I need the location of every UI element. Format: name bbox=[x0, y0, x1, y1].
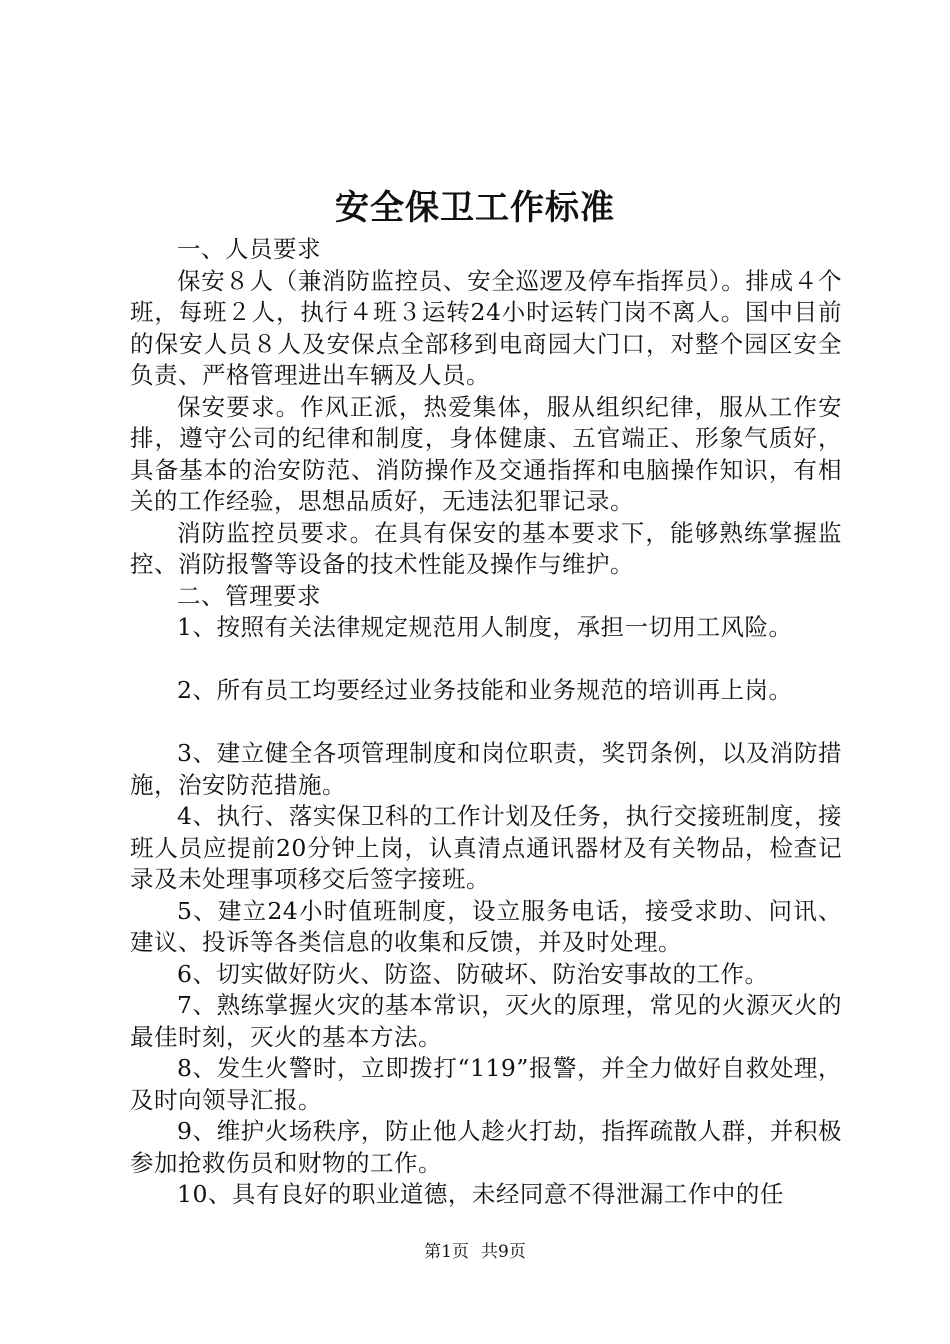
paragraph-guard-staffing: 保安８人（兼消防监控员、安全巡逻及停车指挥员）。排成４个班，每班２人，执行４班３运转24小时运转门岗不离人。国中目前的保安人员８人及安保点全部移到电商园大门口，对整个园区安全负责、严格管理进出车辆及人员。 bbox=[130, 266, 842, 389]
paragraph-guard-requirements: 保安要求。作风正派，热爱集体，服从组织纪律，服从工作安排，遵守公司的纪律和制度，身体健康、五官端正、形象气质好，具备基本的治安防范、消防操作及交通指挥和电脑操作知识，有相关的工作经验，思想品质好，无违法犯罪记录。 bbox=[130, 392, 842, 515]
list-item-3: 3、建立健全各项管理制度和岗位职责，奖罚条例，以及消防措施，治安防范措施。 bbox=[130, 739, 842, 799]
page-number: 第1页 bbox=[424, 1242, 469, 1262]
paragraph-fire-monitor-requirements: 消防监控员要求。在具有保安的基本要求下，能够熟练掌握监控、消防报警等设备的技术性能及操作与维护。 bbox=[130, 518, 842, 578]
section-heading-management: 二、管理要求 bbox=[177, 581, 321, 610]
section-heading-personnel: 一、人员要求 bbox=[177, 235, 321, 263]
page-footer bbox=[0, 1241, 950, 1263]
list-item-5: 5、建立24小时值班制度，设立服务电话，接受求助、问讯、建议、投诉等各类信息的收集和反馈，并及时处理。 bbox=[130, 896, 842, 956]
list-item-9: 9、维护火场秩序，防止他人趁火打劫，指挥疏散人群，并积极参加抢救伤员和财物的工作。 bbox=[130, 1117, 842, 1177]
list-item-7: 7、熟练掌握火灾的基本常识，灭火的原理，常见的火源灭火的最佳时刻，灭火的基本方法。 bbox=[130, 991, 842, 1051]
document-body bbox=[130, 234, 842, 1211]
page-total: 共9页 bbox=[481, 1242, 526, 1262]
list-item-4: 4、执行、落实保卫科的工作计划及任务，执行交接班制度，接班人员应提前20分钟上岗，认真清点通讯器材及有关物品，检查记录及未处理事项移交后签字接班。 bbox=[130, 802, 842, 893]
list-item-8: 8、发生火警时，立即拨打“119”报警，并全力做好自救处理，及时向领导汇报。 bbox=[130, 1054, 842, 1114]
list-item-2: 2、所有员工均要经过业务技能和业务规范的培训再上岗。 bbox=[177, 676, 793, 704]
document-title: 安全保卫工作标准 bbox=[335, 188, 615, 228]
list-item-10: 10、具有良好的职业道德，未经同意不得泄漏工作中的任 bbox=[177, 1180, 784, 1208]
list-item-6: 6、切实做好防火、防盗、防破坏、防治安事故的工作。 bbox=[177, 959, 769, 988]
list-item-1: 1、按照有关法律规定规范用人制度，承担一切用工风险。 bbox=[177, 613, 793, 641]
